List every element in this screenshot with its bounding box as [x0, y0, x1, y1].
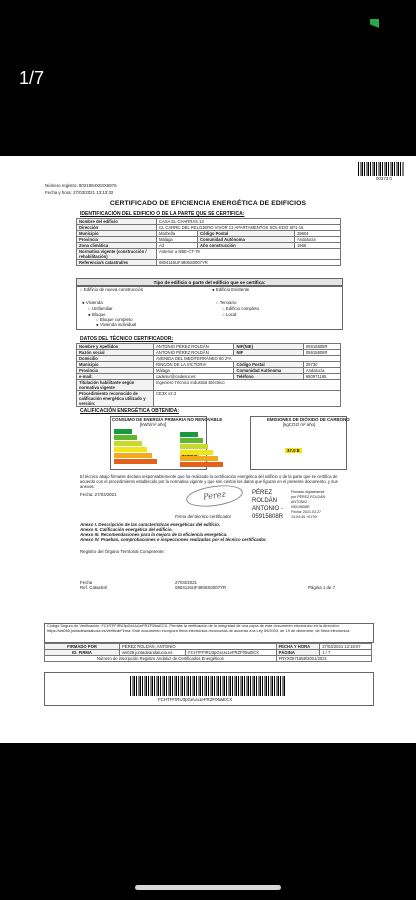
- digital-sign-line: 05915808R: [291, 505, 310, 509]
- anexo-item: Anexo I. Descripción de las características energéticas del edificio.: [80, 522, 221, 527]
- table-cell: Dirección: [77, 225, 157, 231]
- tipo-edificio-completo: ○ Edificio completo: [222, 306, 260, 311]
- table-row: [77, 380, 341, 391]
- document-page: [0, 156, 416, 743]
- footer-value: 27/03/2021: [175, 580, 197, 585]
- tipo-unifamiliar: ○ Unifamiliar: [88, 306, 113, 311]
- rating-bar: [114, 435, 137, 440]
- rating-bar: [114, 453, 152, 458]
- bottom-barcode: [130, 676, 286, 696]
- table-cell: Nombre del edificio: [77, 219, 157, 225]
- consumo-scale: [114, 429, 160, 465]
- rating-bar: [114, 459, 157, 464]
- table-cell: FIRMADO POR: [45, 644, 120, 650]
- verification-text: Código Seguro de Verificación: FCHTFFIRU3pGeUu1eFRZF05wECX. Permite la verificación de la integridad de una copia de este documento electrónico en la dirección: https://ws050.juntadeandalucia.es/verificarFirma. Este documento incorpora firma electrónica reconocida de acuerdo a la Ley 59/2003, de 19 de diciembre, de firma electrónica.: [47, 623, 351, 633]
- table-cell: Andalucía: [294, 237, 340, 243]
- table-cell: A3: [157, 243, 198, 249]
- top-barcode: [358, 162, 404, 176]
- rating-bar: [114, 441, 142, 446]
- table-cell: 05915808R: [303, 350, 340, 356]
- rating-bar: [180, 456, 218, 461]
- tipo-nueva: ○ Edificio de nueva construcción: [80, 287, 144, 292]
- footer-page: Página 1 de 7: [308, 585, 336, 590]
- digital-sign-line: ANTONIO -: [291, 500, 310, 504]
- tipo-existente: ● Edificio Existente: [212, 287, 250, 292]
- table-cell: ws029.juntadeandalucia.es: [120, 650, 186, 656]
- table-cell: Municipio: [77, 231, 157, 237]
- table-cell: AVENIDA DEL MEDITERRÁNEO 60 2ºA: [154, 356, 341, 362]
- anexo-item: Anexo III. Recomendaciones para la mejora de la eficiencia energética.: [80, 532, 228, 537]
- table-cell: ANTONIO PÉREZ ROLDÁN: [154, 344, 234, 350]
- table-cell: Nombre y Apellidos: [77, 344, 154, 350]
- rating-bar: [180, 432, 198, 437]
- home-indicator[interactable]: [135, 885, 281, 890]
- tipo-bloque: ● Bloque: [88, 312, 106, 317]
- table-cell: 05915808R: [303, 344, 340, 350]
- table-cell: RINCÓN DE LA VICTORIA: [154, 362, 234, 368]
- rating-bar: [180, 438, 203, 443]
- barcode-text: FCHTFFIRU3pGeUu1eFRZF05wECX: [158, 697, 233, 702]
- rating-bar: [114, 447, 147, 452]
- tipo-header: Tipo de edificio o parte del edificio que se certifica:: [76, 278, 343, 287]
- digital-sign-line: Firmado digitalmente: [291, 490, 325, 494]
- consumo-title: CONSUMO DE ENERGÍA PRIMARIA NO RENOVABLE: [112, 417, 223, 422]
- table-cell: Zona climática: [77, 243, 157, 249]
- table-cell: Comunidad Autónoma: [234, 368, 303, 374]
- footer-label: Fecha: [80, 580, 93, 585]
- table-cell: Marbella: [157, 231, 198, 237]
- table-cell: ANTONIO PÉREZ ROLDÁN: [154, 350, 234, 356]
- emisiones-unit: [kgCO2/ m² año]: [283, 422, 316, 427]
- emisiones-rating: 37.0 E: [287, 448, 300, 453]
- table-row: [77, 391, 341, 407]
- table-cell: 680971165: [303, 374, 340, 380]
- footer-value: 0804116UF4806S0007YR: [175, 585, 227, 590]
- table-cell: FCHTFFIRU3pGeUu1eFRZF05wECX: [186, 650, 276, 656]
- table-cell: Año construcción: [198, 243, 295, 249]
- page-counter: 1/7: [19, 68, 45, 88]
- signature-scribble: Perez: [185, 482, 244, 510]
- digital-sign-line: por PÉREZ ROLDÁN: [291, 495, 326, 499]
- tipo-local: ○ Local: [222, 312, 237, 317]
- rating-bar: [114, 429, 132, 434]
- table-cell: PÉREZ ROLDÁN, ANTONIO: [120, 644, 277, 650]
- table-cell: Anterior a NBE-CT-79: [157, 249, 341, 260]
- table-cell: CE3X v2.3: [154, 391, 341, 407]
- table-cell: Procedimiento reconocido de calificación energética utilizado y versión:: [77, 391, 154, 407]
- table-cell: Código Postal: [234, 362, 303, 368]
- digital-sign-line: Fecha: 2021.03.27: [291, 510, 321, 514]
- footer-label: Ref. Catastral: [80, 585, 107, 590]
- signature-table: [44, 643, 372, 662]
- table-cell: 29604: [294, 231, 340, 237]
- table-cell: 27/03/2021 13:18:07: [320, 644, 372, 650]
- rating-bar: [180, 462, 223, 467]
- signer-line: 05915808R: [252, 514, 284, 520]
- tipo-bloque-completo: ○ Bloque completo: [96, 317, 133, 322]
- table-cell: Razón social: [77, 350, 154, 356]
- table-cell: e-mail:: [77, 374, 154, 380]
- page-title: CERTIFICADO DE EFICIENCIA ENERGÉTICA DE EDIFICIOS: [109, 200, 307, 207]
- registro-organo: Registro del Órgano Territorial Competente:: [80, 549, 165, 554]
- table-cell: 1 / 7: [320, 650, 372, 656]
- table-cell: PÁGINA: [276, 650, 320, 656]
- table-cell: 29730: [303, 362, 340, 368]
- consumo-unit: [kWh/m² año]: [140, 422, 167, 427]
- table-cell: NIF(NIE): [234, 344, 303, 350]
- table-cell: Málaga: [157, 237, 198, 243]
- signer-line: ROLDÁN: [252, 498, 278, 504]
- section-identificacion: IDENTIFICACIÓN DEL EDIFICIO O DE LA PARTE QUE SE CERTIFICA:: [80, 211, 245, 217]
- table-cell: Ingeniero Técnico Industrial Eléctrico: [154, 380, 341, 391]
- table-row: [77, 249, 341, 260]
- declaration-text: El técnico abajo firmante declara responsablemente que ha realizado la certificación energética del edificio o de la parte que se certifica de acuerdo con el procedimiento establecido por la normativa vigente y que son ciertos los datos que figuran en el presente documento, y sus anexos:: [80, 474, 338, 489]
- table-row: [45, 656, 372, 662]
- table-cell: Andalucía: [303, 368, 340, 374]
- download-icon[interactable]: [370, 19, 379, 28]
- table-cell: Málaga: [154, 368, 234, 374]
- id-table: [76, 218, 341, 266]
- table-cell: Teléfono: [234, 374, 303, 380]
- emisiones-scale: [180, 432, 226, 468]
- top-ref: 00373 0: [376, 176, 392, 181]
- table-cell: Domicilio: [77, 356, 154, 362]
- fecha-firma: Fecha: 27/03/2021: [80, 492, 117, 497]
- table-cell: Código Postal: [198, 231, 295, 237]
- table-cell: NIF: [234, 350, 303, 356]
- anexo-item: Anexo II. Calificación energética del edificio.: [80, 527, 173, 532]
- table-cell: 1966: [294, 243, 340, 249]
- rating-bar: [180, 450, 213, 455]
- registro-date: Fecha y hora: 27/03/2021 13:13:32: [45, 190, 114, 195]
- signer-line: ANTONIO -: [252, 506, 283, 512]
- digital-sign-line: 13:04:45 +01'00': [291, 515, 318, 519]
- table-row: [77, 260, 341, 266]
- table-cell: Número de inscripción Registro Andaluz de Certificados Energéticos: [45, 656, 277, 662]
- table-cell: Provincia: [77, 368, 154, 374]
- signer-line: PÉREZ: [252, 490, 273, 496]
- table-cell: 0804116UF4806S0007YR: [157, 260, 341, 266]
- tecnico-table: [76, 343, 341, 407]
- tipo-terciario: ○ Terciario: [216, 300, 237, 305]
- anexo-item: Anexo IV. Pruebas, comprobaciones e inspecciones realizadas por el técnico certificador.: [80, 537, 267, 542]
- table-cell: FECHA Y HORA: [276, 644, 320, 650]
- rating-bar: [180, 444, 208, 449]
- section-calificacion: CALIFICACIÓN ENERGÉTICA OBTENIDA:: [80, 408, 179, 414]
- table-cell: Titulación habilitante según normativa vigente: [77, 380, 154, 391]
- emisiones-title: EMISIONES DE DIÓXIDO DE CARBONO: [267, 417, 350, 422]
- table-cell: Normativa vigente (construcción / rehabilitación): [77, 249, 157, 260]
- tipo-vivienda-individual: ● Vivienda individual: [96, 322, 137, 327]
- table-cell: ID. FIRMA: [45, 650, 120, 656]
- table-cell: Provincia: [77, 237, 157, 243]
- table-cell: Municipio: [77, 362, 154, 368]
- table-cell: Comunidad Autónoma: [198, 237, 295, 243]
- table-cell: FRYX0571558/2021/2021: [276, 656, 371, 662]
- section-tecnico: DATOS DEL TÉCNICO CERTIFICADOR:: [80, 336, 174, 342]
- tipo-vivienda: ● Vivienda: [82, 300, 103, 305]
- table-cell: CL CARRIL DEL RELOJERO VIVOR 13 APARTAMENTOS SOL-EDO SP1-15: [157, 225, 341, 231]
- table-cell: CASA EL CHARRAS 13: [157, 219, 341, 225]
- table-cell: cadesur@cadesur.es: [154, 374, 234, 380]
- firma-label: Firma del técnico certificador: [175, 514, 232, 519]
- registro-number: Número registro: 8021994X03X6876: [45, 183, 117, 188]
- table-cell: Referencia/s catastral/es: [77, 260, 157, 266]
